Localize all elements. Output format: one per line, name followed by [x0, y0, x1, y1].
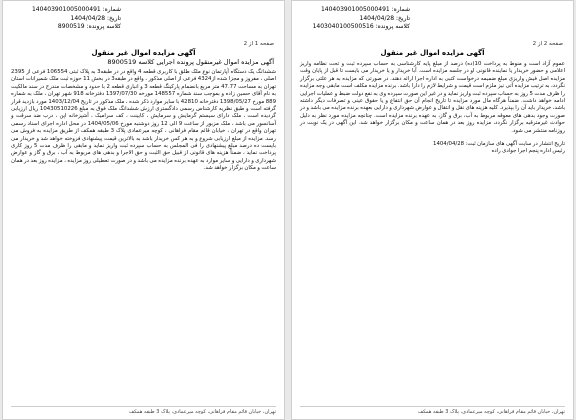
meta-number: شماره: 140403901005000491	[320, 6, 410, 13]
page-divider	[286, 0, 290, 420]
meta-date: تاریخ: 1404/04/28	[359, 14, 410, 22]
page-footer: تهران، خیابان قائم مقام فراهانی، کوچه میرعمادی، پلاک 3 طبقه همکف	[11, 406, 276, 415]
meta-date: تاریخ: 1404/04/28	[70, 14, 121, 22]
document-body: ششدانگ یک دستگاه آپارتمان نوع ملک طلق با کاربری قطعه 4 واقع در در طبقه3 به پلاک ثبتی 106554 فرعی از 2395 اصلی ، مفروز و مجزا شده از4324 فرعی از اصلی مذکور ، واقع در طبقه3 در بخش 11 حوزه ثبت ملک شمیرانات استان تهران به مساحت 47.77 متر مربع بانضمام پارکینگ قطعه 3 و انباری قطعه 2 با حدود و مشخصات مندرج در سند مالکیت به نام آقای حسین زاده و بموجب سند شماره 148557 مورخه 1397/07/30 دفترخانه 918 شهر تهران ، ملک به شماره 889 مورخ 1398/05/27 دفترخانه 42810 با سایر موارد ذکر شده ، ملک مذکور در تاریخ 1403/12/04 مورد بازدید قرار گرفته است و طبق نظریه کارشناس رسمی دادگستری ارزش ششدانگ ملک فوق به مبلغ 10430510226 ریال ارزیابی گردیده است ، ملک دارای سیستم گرمایش و سرمایش ، کابینت ، کف سرامیک ، آشپزخانه اپن ، درب ضد سرقت و آسانسور می باشد ، ملک مزبور از ساعت 9 الی 12 روز دوشنبه مورخ 1404/05/06 در محل اداره اجرای اسناد رسمی تهران واقع در تهران ، خیابان قائم مقام فراهانی ، کوچه میرعمادی پلاک 3 طبقه همکف از طریق مزایده به فروش می رسد. مزایده از مبلغ ارزیابی شروع و به هر کس خریدار باشد به بالاترین قیمت پیشنهادی فروخته خواهد شد و خریدار می بایست ده درصد مبلغ پیشنهادی را فی المجلس به حساب سپرده ثبت واریز نماید و مابقی را ظرف مدت 5 روز کاری پرداخت نماید ، ضمناً هزینه های قانونی از قبیل حق الثبت و حق الاجرا و بدهی های مربوط به آب ، برق و گاز و عوارض شهرداری و دارایی و سایر موارد به عهده برنده مزایده می باشد و در صورت تعطیلی روز مزایده ، مزایده روز بعد در همان ساعت و مکان برگزار خواهد شد.	[11, 69, 277, 172]
document-title: آگهی مزایده اموال غیر منقول	[380, 49, 485, 57]
publish-date-line: تاریخ انتشار در سایت آگهی های سازمان ثبت: 1404/04/28	[433, 141, 565, 148]
signature-name: رئیس اداره پنجم اجرا جوادی راده	[491, 148, 565, 155]
document-subtitle: آگهی مزایده اموال غیرمنقول پرونده اجرایی کلاسه 8900519	[107, 58, 274, 66]
page-footer: تهران، خیابان قائم مقام فراهانی، کوچه میرعمادی، پلاک 3 طبقه همکف	[300, 406, 565, 415]
document-page-1	[2, 0, 285, 420]
meta-number: شماره: 140403901005000491	[31, 6, 121, 13]
document-meta	[300, 6, 410, 32]
document-meta	[11, 6, 121, 32]
meta-case: کلاسه پرونده: 8900519	[57, 23, 121, 30]
document-page-2	[291, 0, 574, 420]
meta-case: کلاسه پرونده: 1403040100500516	[312, 23, 410, 30]
page-number: صفحه 1 از 2	[243, 41, 274, 47]
document-body	[300, 61, 565, 156]
document-title: آگهی مزایده اموال غیر منقول	[91, 49, 196, 57]
body-paragraph: عموم آزاد است و منوط به پرداخت 10(ده) درصد از مبلغ پایه کارشناسی به حساب سپرده ثبت و تحت نظامه واریز اعلامی و حضور خریدار یا نماینده قانونی او در جلسه مزایده است. آبا خریدار و یا خریدار می بایست تا قبل از پایان وقت مزایده اصل فیش واریزی مبلغ ضمیمه درخواست کتبی به اداره اجرا ارائه دهند. در صورتی که مزایده به هر علتی برگزار نگردد، به ترتیب مزایده آتی نیز ملزم است قیمت و شرایط لازم را دارا باشد. برنده مزایده مکلف است مابقی وجه مزایده را ظرف مدت 5 روز به حساب سپرده ثبت واریز نماید و در غیر این صورت سپرده وی به نفع دولت ضبط و عملیات اجرایی ادامه خواهد داشت. ضمناً هرگاه مال مورد مزایده تا تاریخ انجام آن حق انتفاع و یا حقوق عینی و تصرفات دیگر داشته باشد، خریدار باید آن را بپذیرد. کلیه هزینه های نقل و انتقال و عوارض شهرداری و دارایی بعهده برنده مزایده می باشد و در صورت وجود بدهی های معوقه مربوط به آب، برق و گاز، به عهده برنده مزایده است. چنانچه مزایده مورد نظر به دلیل حوادث غیرمترقبه برگزار نگردد، مزایده روز بعد در همان ساعت و مکان برگزار خواهد شد. این آگهی در یک نوبت در روزنامه منتشر می شود.	[300, 61, 565, 134]
page-number: صفحه 2 از 2	[532, 41, 563, 47]
